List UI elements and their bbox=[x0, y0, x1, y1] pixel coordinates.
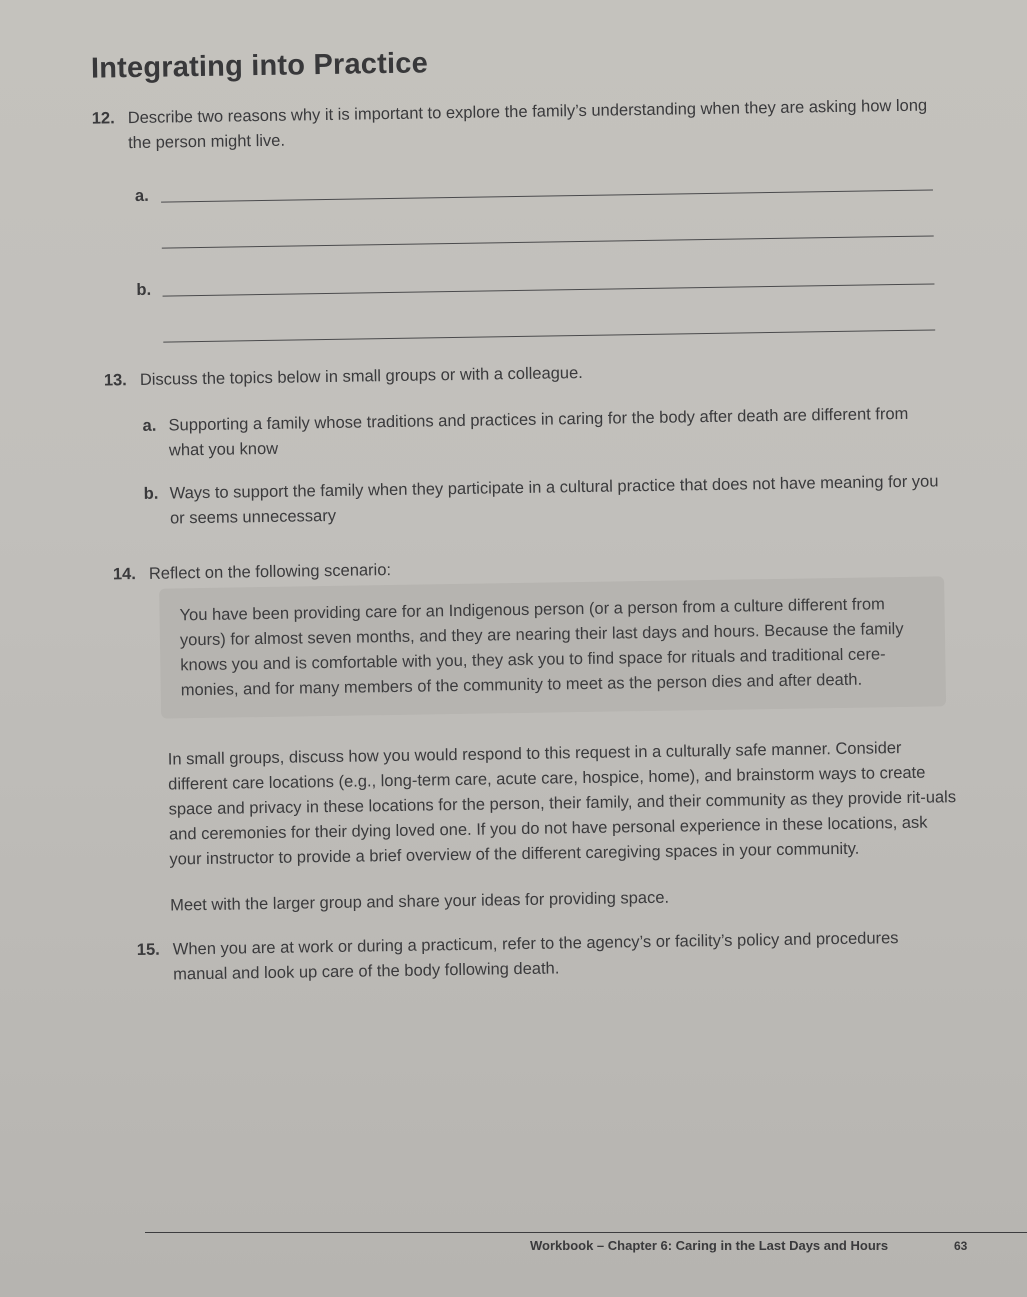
question-13-item-a-text: Supporting a family whose traditions and practices in caring for the body after death are different from what you know bbox=[168, 404, 909, 460]
answer-a-letter: a. bbox=[134, 186, 149, 205]
question-15-number: 15. bbox=[136, 940, 160, 960]
question-13-item-b-letter: b. bbox=[143, 484, 159, 503]
question-13 bbox=[104, 355, 944, 393]
question-13-item-b bbox=[143, 469, 944, 532]
question-13-item-a bbox=[142, 401, 943, 464]
question-12 bbox=[92, 93, 943, 156]
answer-a-line-2[interactable] bbox=[162, 235, 934, 248]
answer-a-line-1[interactable] bbox=[161, 189, 933, 202]
answer-b-line-1[interactable] bbox=[163, 283, 935, 296]
question-13-number: 13. bbox=[103, 371, 127, 390]
section-title: Integrating into Practice bbox=[90, 47, 429, 85]
question-13-text: Discuss the topics below in small groups or with a colleague. bbox=[139, 363, 583, 389]
question-14-number: 14. bbox=[112, 565, 136, 584]
page-number: 63 bbox=[954, 1239, 968, 1253]
question-15-text: When you are at work or during a practicum, refer to the agency’s or facility’s policy and procedures manual and look up care of the body following death. bbox=[172, 929, 899, 984]
footer-rule bbox=[145, 1232, 1027, 1233]
discussion-paragraph: In small groups, discuss how you would respond to this request in a culturally safe manner. Consider different care locations (e.g., long-term care, acute care, hospice, home), and brainstorm ways to create space and privacy in these locations for the person, their family, and their community as they provide rit-uals and ceremonies for their dying loved one. If you do not have personal experience in these locations, ask your instructor to provide a brief overview of the different caregiving spaces in your community. bbox=[167, 739, 957, 869]
question-14-text: Reflect on the following scenario: bbox=[148, 561, 392, 583]
share-paragraph: Meet with the larger group and share your ideas for providing space. bbox=[169, 888, 670, 915]
question-15 bbox=[137, 925, 958, 988]
question-13-item-b-text: Ways to support the family when they participate in a cultural practice that does not have meaning for you or seems unnecessary bbox=[169, 472, 939, 528]
scenario-text: You have been providing care for an Indigenous person (or a person from a culture different from yours) for almost seven months, and they are nearing their last days and hours. Because the family knows you and is comfortable with you, they ask you to find space for rituals and traditional cere-monies, and for many members of the community to meet as the person dies and after death. bbox=[179, 595, 904, 700]
question-12-number: 12. bbox=[91, 109, 115, 128]
question-13-item-a-letter: a. bbox=[142, 416, 157, 435]
answer-b-letter: b. bbox=[136, 280, 152, 299]
question-12-text: Describe two reasons why it is important to explore the family’s understanding when they are asking how long the person might live. bbox=[127, 96, 928, 153]
footer-text: Workbook – Chapter 6: Caring in the Last Days and Hours bbox=[530, 1238, 889, 1253]
answer-b-line-2[interactable] bbox=[163, 329, 935, 342]
